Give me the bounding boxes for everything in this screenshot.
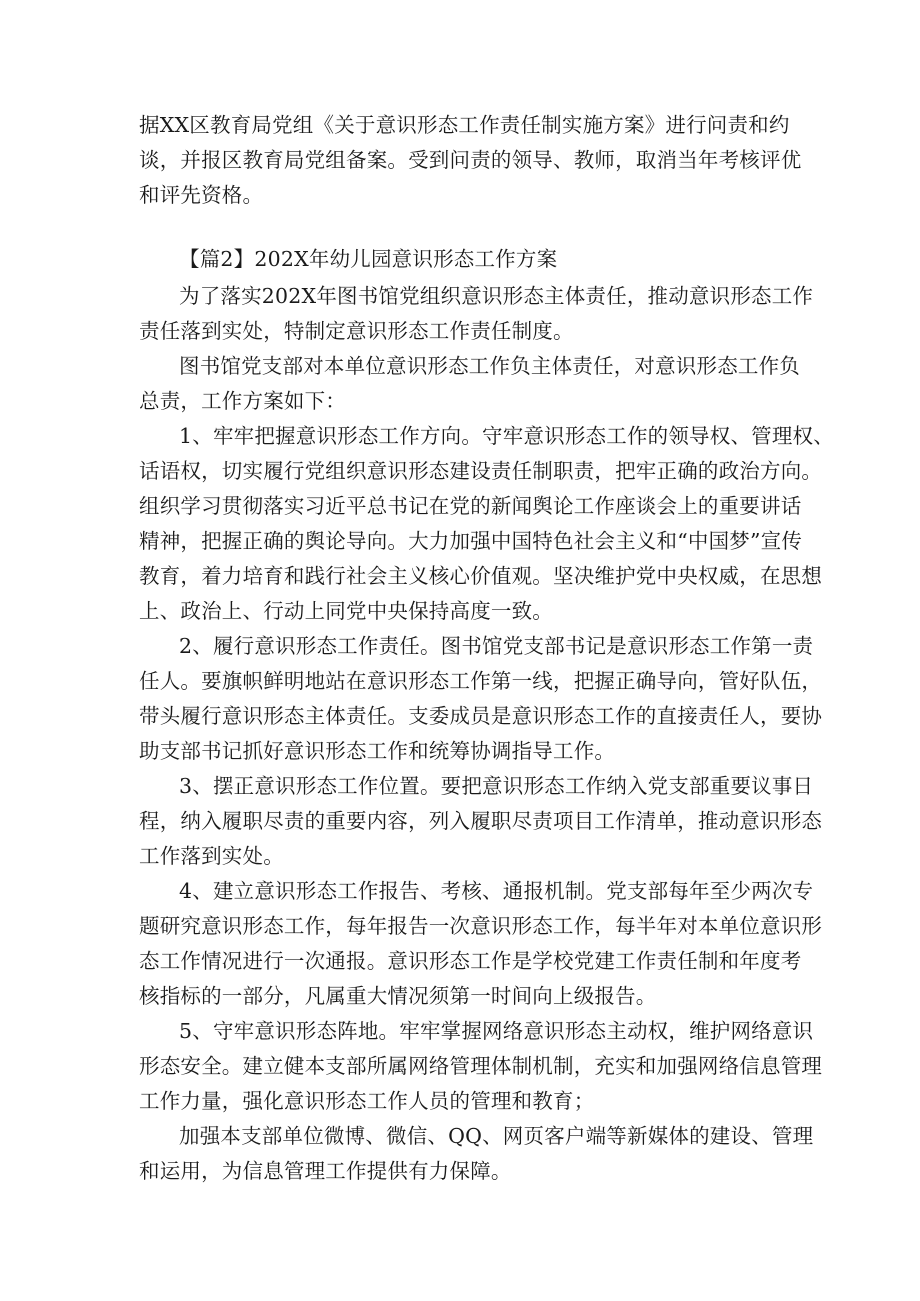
- text-line: 4、建立意识形态工作报告、考核、通报机制。党支部每年至少两次专: [179, 879, 814, 903]
- text-line: 和运用，为信息管理工作提供有力保障。: [139, 1159, 512, 1183]
- text-line: 程，纳入履职尽责的重要内容，列入履职尽责项目工作清单，推动意识形态: [139, 809, 823, 833]
- text-line: 2、履行意识形态工作责任。图书馆党支部书记是意识形态工作第一责: [179, 634, 814, 658]
- text-line: 教育，着力培育和践行社会主义核心价值观。坚决维护党中央权威，在思想: [139, 564, 823, 588]
- text-line: 据XX区教育局党组《关于意识形态工作责任制实施方案》进行问责和约: [139, 113, 790, 137]
- text-line: 核指标的一部分，凡属重大情况须第一时间向上级报告。: [139, 984, 657, 1008]
- text-line: 精神，把握正确的舆论导向。大力加强中国特色社会主义和“中国梦”宣传: [139, 529, 803, 553]
- text-line: 形态安全。建立健本支部所属网络管理体制机制，充实和加强网络信息管理: [139, 1054, 823, 1078]
- text-line: 3、摆正意识形态工作位置。要把意识形态工作纳入党支部重要议事日: [179, 774, 814, 798]
- text-line: 工作落到实处。: [139, 844, 284, 868]
- section-heading: 【篇2】202X年幼儿园意识形态工作方案: [179, 247, 558, 271]
- text-line: 态工作情况进行一次通报。意识形态工作是学校党建工作责任制和年度考: [139, 949, 802, 973]
- text-line: 为了落实202X年图书馆党组织意识形态主体责任，推动意识形态工作: [179, 284, 814, 308]
- text-line: 谈，并报区教育局党组备案。受到问责的领导、教师，取消当年考核评优: [139, 148, 802, 172]
- text-line: 话语权，切实履行党组织意识形态建设责任制职责，把牢正确的政治方向。: [139, 459, 823, 483]
- text-line: 总责，工作方案如下：: [139, 389, 346, 413]
- text-line: 工作力量，强化意识形态工作人员的管理和教育；: [139, 1089, 595, 1113]
- text-line: 组织学习贯彻落实习近平总书记在党的新闻舆论工作座谈会上的重要讲话: [139, 494, 802, 518]
- text-line: 图书馆党支部对本单位意识形态工作负主体责任，对意识形态工作负: [179, 354, 800, 378]
- text-line: 加强本支部单位微博、微信、QQ、网页客户端等新媒体的建设、管理: [179, 1124, 814, 1148]
- text-line: 责任落到实处，特制定意识形态工作责任制度。: [139, 319, 574, 343]
- text-line: 和评先资格。: [139, 183, 264, 207]
- page-footer-blank: [0, 1266, 920, 1301]
- text-line: 上、政治上、行动上同党中央保持高度一致。: [139, 599, 553, 623]
- text-line: 题研究意识形态工作，每年报告一次意识形态工作，每半年对本单位意识形: [139, 914, 823, 938]
- text-line: 任人。要旗帜鲜明地站在意识形态工作第一线，把握正确导向，管好队伍，: [139, 669, 823, 693]
- text-line: 5、守牢意识形态阵地。牢牢掌握网络意识形态主动权，维护网络意识: [179, 1019, 814, 1043]
- text-line: 助支部书记抓好意识形态工作和统筹协调指导工作。: [139, 739, 616, 763]
- text-line: 带头履行意识形态主体责任。支委成员是意识形态工作的直接责任人，要协: [139, 704, 823, 728]
- text-line: 1、牢牢把握意识形态工作方向。守牢意识形态工作的领导权、管理权、: [179, 424, 834, 448]
